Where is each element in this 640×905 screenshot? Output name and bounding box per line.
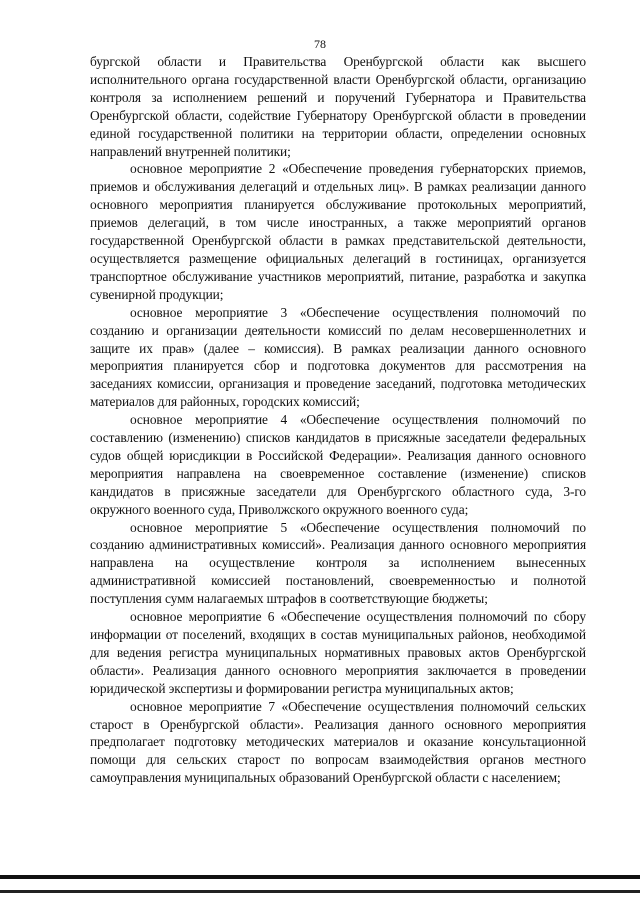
- paragraph-activity-4: основное мероприятие 4 «Обеспечение осуществления полномочий по составлению (изменению) списков кандидатов в присяжные заседатели федеральных судов общей юрисдикции в Российской Федерации». Реализация данного основного мероприятия направлена на своевременное составление (изменение) списков кандидатов в присяжные заседатели для Оренбургского областного суда, 3-го окружного военного суда, Приволжского окружного военного суда;: [90, 412, 586, 517]
- scan-edge-bar: [0, 875, 640, 879]
- page-number: 78: [314, 37, 326, 51]
- paragraph-activity-5: основное мероприятие 5 «Обеспечение осуществления полномочий по созданию административных комиссий». Реализация данного основного мероприятия направлена на осуществление контроля за исполнением вынесенных административной комиссией постановлений, своевременностью и полнотой поступления сумм налагаемых штрафов в соответствующие бюджеты;: [90, 519, 586, 607]
- paragraph-activity-6: основное мероприятие 6 «Обеспечение осуществления полномочий по сбору информации от поселений, входящих в состав муниципальных районов, необходимой для ведения регистра муниципальных нормативных правовых актов Оренбургской области». Реализация данного основного мероприятия заключается в проведении юридической экспертизы и формировании регистра муниципальных актов;: [90, 609, 586, 696]
- scan-edge-bar-lower: [0, 890, 640, 893]
- paragraph-activity-2: основное мероприятие 2 «Обеспечение проведения губернаторских приемов, приемов и обслуживания делегаций и отдельных лиц». В рамках реализации данного основного мероприятия планируется обслуживание протокольных мероприятий, приемов делегаций, в том числе иностранных, а также мероприятий органов государственной Оренбургской области в рамках представительской деятельности, осуществляется размещение официальных делегаций в гостиницах, организуется транспортное обслуживание участников мероприятий, питание, разработка и закупка сувенирной продукции;: [90, 161, 586, 302]
- paragraph-activity-3: основное мероприятие 3 «Обеспечение осуществления полномочий по созданию и организации деятельности комиссий по делам несовершеннолетних и защите их прав» (далее – комиссия). В рамках реализации данного основного мероприятия планируется сбор и подготовка документов для рассмотрения на заседаниях комиссии, организация и проведение заседаний, подготовка методических материалов для районных, городских комиссий;: [90, 304, 586, 410]
- paragraph-continuation: бургской области и Правительства Оренбургской области как высшего исполнительного органа государственной власти Оренбургской области, организацию контроля за исполнением решений и поручений Губернатора и Правительства Оренбургской области, содействие Губернатору Оренбургской области в проведении единой государственной политики на территории области, определении основных направлений внутренней политики;: [90, 54, 586, 159]
- paragraph-activity-7: основное мероприятие 7 «Обеспечение осуществления полномочий сельских старост в Оренбургской области». Реализация данного основного мероприятия предполагает подготовку методических материалов и оказание консультационной помощи для сельских старост по вопросам взаимодействия органов местного самоуправления муниципальных образований Оренбургской области с населением;: [90, 698, 586, 786]
- document-body: [90, 53, 586, 787]
